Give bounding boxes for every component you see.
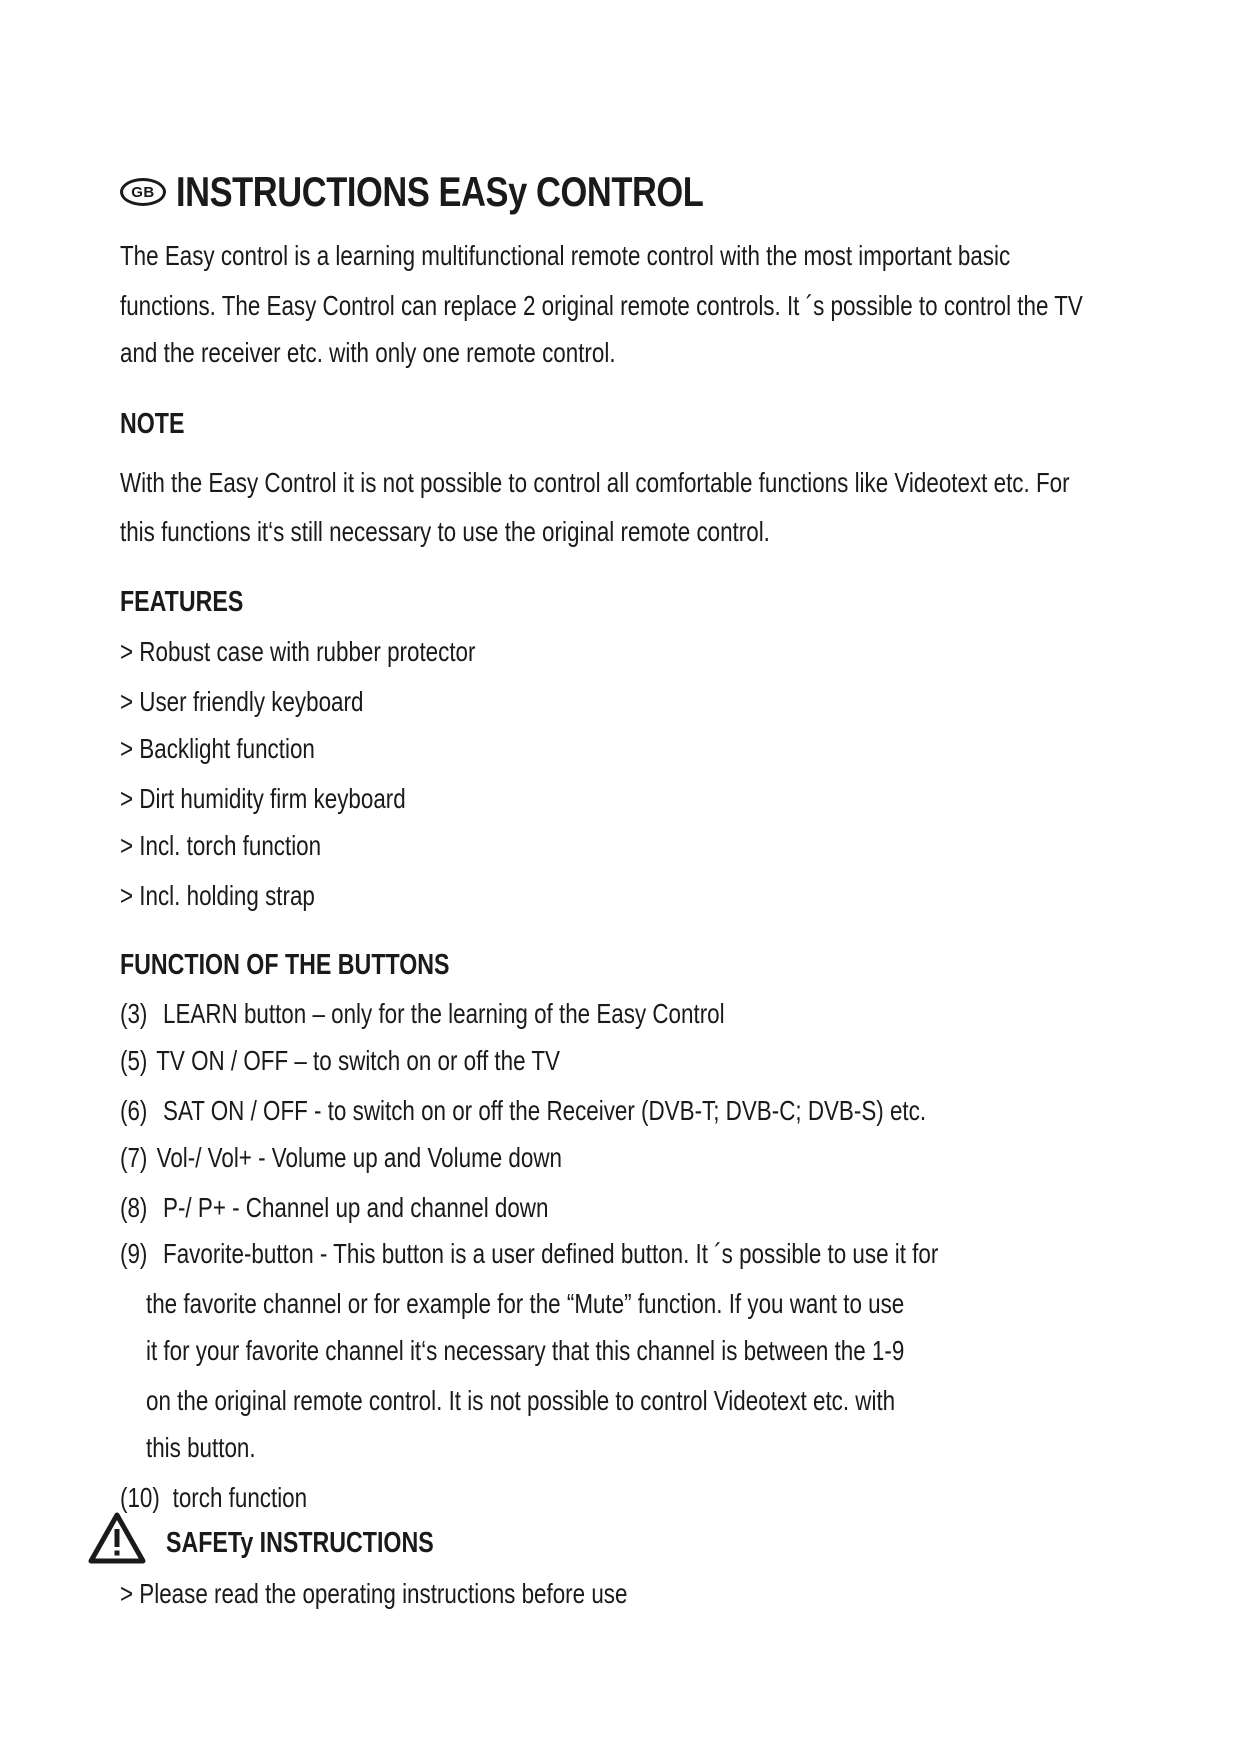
intro-line: The Easy control is a learning multifunctional remote control with the most important basic (120, 240, 1011, 271)
button-description: LEARN button – only for the learning of the Easy Control (163, 998, 725, 1029)
button-number: (8) (120, 1192, 148, 1223)
gb-badge: GB (120, 178, 166, 206)
note-line: With the Easy Control it is not possible to control all comfortable functions like Videotext etc. For (120, 467, 1070, 498)
safety-item: > Please read the operating instructions before use (120, 1578, 628, 1609)
feature-item: > User friendly keyboard (120, 686, 364, 717)
button-number: (10) (120, 1482, 160, 1513)
intro-line: functions. The Easy Control can replace 2 original remote controls. It ´s possible to control the TV (120, 290, 1083, 321)
button-number: (7) (120, 1142, 148, 1173)
buttons-heading: FUNCTION OF THE BUTTONS (120, 949, 450, 981)
title-row (120, 168, 819, 216)
button-description: P-/ P+ - Channel up and channel down (163, 1192, 549, 1223)
warning-triangle-icon (88, 1512, 146, 1564)
button-continuation-line: it for your favorite channel it‘s necessary that this channel is between the 1-9 (146, 1335, 905, 1366)
feature-item: > Incl. holding strap (120, 880, 315, 911)
button-item (120, 1142, 562, 1174)
button-continuation-line: the favorite channel or for example for the “Mute” function. If you want to use (146, 1288, 905, 1319)
page-title: INSTRUCTIONS EASy CONTROL (176, 168, 704, 215)
button-item (120, 1238, 938, 1270)
intro-line: and the receiver etc. with only one remote control. (120, 337, 616, 368)
button-number: (3) (120, 998, 148, 1029)
button-description: Favorite-button - This button is a user defined button. It ´s possible to use it for (163, 1238, 939, 1269)
note-heading: NOTE (120, 408, 185, 440)
feature-item: > Dirt humidity firm keyboard (120, 783, 406, 814)
note-line: this functions it‘s still necessary to use the original remote control. (120, 516, 770, 547)
button-description: TV ON / OFF – to switch on or off the TV (156, 1045, 560, 1076)
button-item (120, 1482, 307, 1514)
button-continuation-line: on the original remote control. It is not possible to control Videotext etc. with (146, 1385, 896, 1416)
button-description: torch function (172, 1482, 308, 1513)
feature-item: > Incl. torch function (120, 830, 322, 861)
button-number: (6) (120, 1095, 148, 1126)
button-continuation-line: this button. (146, 1432, 256, 1463)
button-number: (9) (120, 1238, 148, 1269)
feature-item: > Robust case with rubber protector (120, 636, 476, 667)
safety-heading: SAFETy INSTRUCTIONS (166, 1527, 434, 1559)
button-number: (5) (120, 1045, 148, 1076)
button-description: Vol-/ Vol+ - Volume up and Volume down (156, 1142, 562, 1173)
button-item (120, 1192, 548, 1224)
button-description: SAT ON / OFF - to switch on or off the Receiver (DVB-T; DVB-C; DVB-S) etc. (163, 1095, 927, 1126)
button-item (120, 998, 725, 1030)
feature-item: > Backlight function (120, 733, 315, 764)
button-item (120, 1045, 560, 1077)
features-heading: FEATURES (120, 586, 244, 618)
button-item (120, 1095, 926, 1127)
